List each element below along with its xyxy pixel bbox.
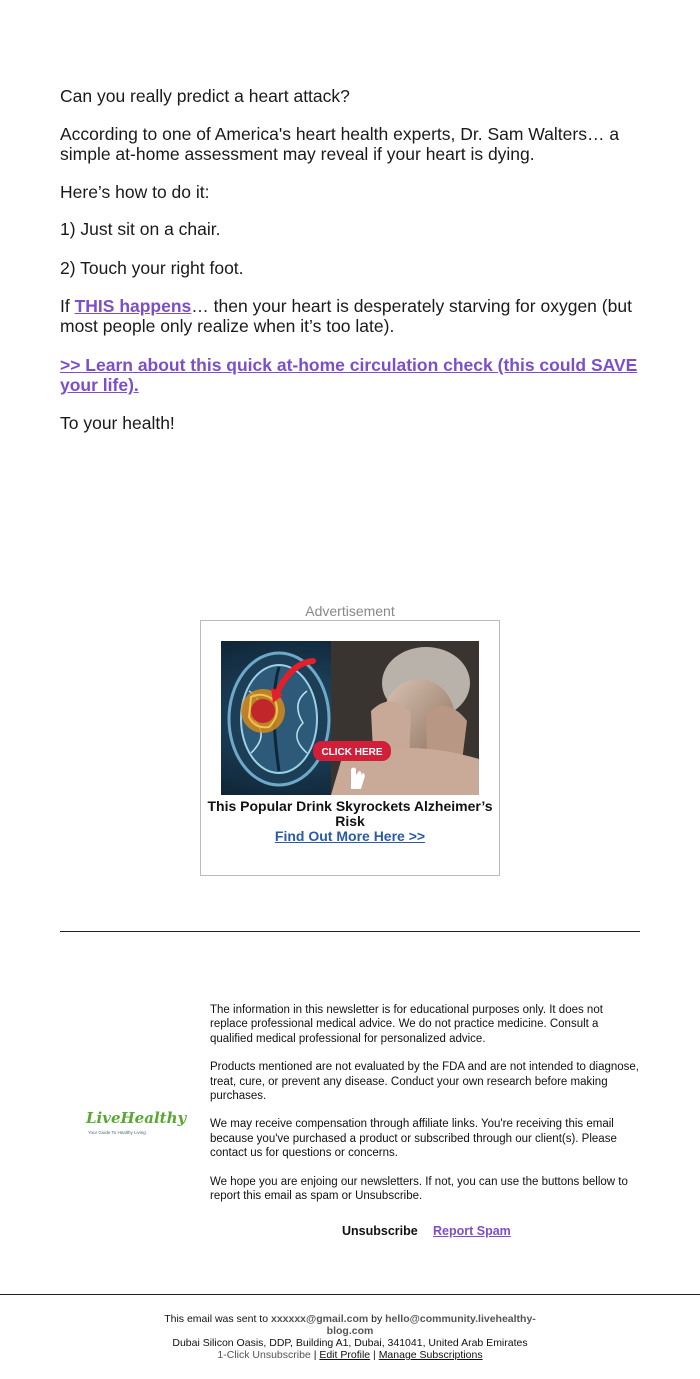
disclaimer-unsubscribe: We hope you are enjoing our newsletters. If not, you can use the buttons bellow to report this email as spam or Unsubscribe. [210, 1175, 628, 1203]
result-suffix: … then your heart is desperately starving for oxygen (but most people only realize when it’s too late). [60, 296, 632, 336]
livehealthy-logo [84, 1106, 187, 1138]
brain-ad-illustration [221, 641, 479, 795]
one-click-unsubscribe-link[interactable]: 1-Click Unsubscribe [217, 1349, 311, 1361]
signoff: To your health! [60, 413, 175, 433]
unsubscribe-button[interactable]: Unsubscribe [342, 1224, 418, 1238]
sent-prefix: This email was sent to [164, 1313, 271, 1325]
ad-find-out-link[interactable]: Find Out More Here >> [274, 828, 426, 844]
footer-links [150, 1349, 550, 1361]
sent-line [150, 1313, 550, 1337]
expert-paragraph: According to one of America's heart health experts, Dr. Sam Walters… a simple at-home assessment may reveal if your heart is dying. [60, 124, 620, 164]
postal-address: Dubai Silicon Oasis, DDP, Building A1, Dubai, 341041, United Arab Emirates [172, 1337, 528, 1349]
content-divider [60, 931, 640, 932]
sent-by: by [368, 1313, 386, 1325]
recipient-email: xxxxxx@gmail.com [270, 1313, 369, 1325]
disclaimer-education: The information in this newsletter is for educational purposes only. It does not replace professional medical advice. We do not practice medicine. Consult a qualified medical professional for personalized advice. [210, 1004, 603, 1045]
how-to-line: Here’s how to do it: [60, 182, 210, 202]
click-here-button[interactable]: CLICK HERE [321, 747, 383, 758]
advertisement-label: Advertisement [305, 603, 395, 619]
report-spam-button[interactable]: Report Spam [433, 1224, 511, 1238]
step-two: 2) Touch your right foot. [60, 258, 244, 278]
ad-title[interactable]: This Popular Drink Skyrockets Alzheimer’s Risk [207, 798, 493, 829]
this-happens-link[interactable]: THIS happens [74, 296, 192, 316]
footer-disclaimer [210, 1003, 642, 1217]
result-paragraph [60, 296, 645, 336]
logo-wordmark: LiveHealthy [86, 1109, 187, 1127]
cta-link[interactable]: >> Learn about this quick at-home circulation check (this could SAVE your life). [60, 355, 638, 395]
footer-divider [0, 1294, 700, 1295]
cta-paragraph [60, 355, 645, 395]
logo-tagline: Your Guide To Healthy Living [88, 1130, 146, 1135]
ad-banner[interactable] [200, 620, 500, 876]
step-one: 1) Just sit on a chair. [60, 219, 221, 239]
disclaimer-fda: Products mentioned are not evaluated by the FDA and are not intended to diagnose, treat, cure, or prevent any disease. Conduct your own research before making purchases. [210, 1061, 639, 1103]
manage-subscriptions-link[interactable]: Manage Subscriptions [378, 1349, 483, 1361]
intro-question: Can you really predict a heart attack? [60, 86, 350, 106]
separator: | [310, 1349, 320, 1361]
result-prefix: If [60, 296, 75, 316]
legal-footer [150, 1313, 550, 1361]
ad-image[interactable] [221, 641, 479, 795]
disclaimer-affiliate: We may receive compensation through affiliate links. You're receiving this email because you've purchased a product or subscribed through our client(s). Please contact us for questions or concerns. [210, 1118, 617, 1160]
separator: | [370, 1349, 379, 1361]
sender-email: hello@community.livehealthy-blog.com [326, 1313, 536, 1337]
edit-profile-link[interactable]: Edit Profile [319, 1349, 371, 1361]
